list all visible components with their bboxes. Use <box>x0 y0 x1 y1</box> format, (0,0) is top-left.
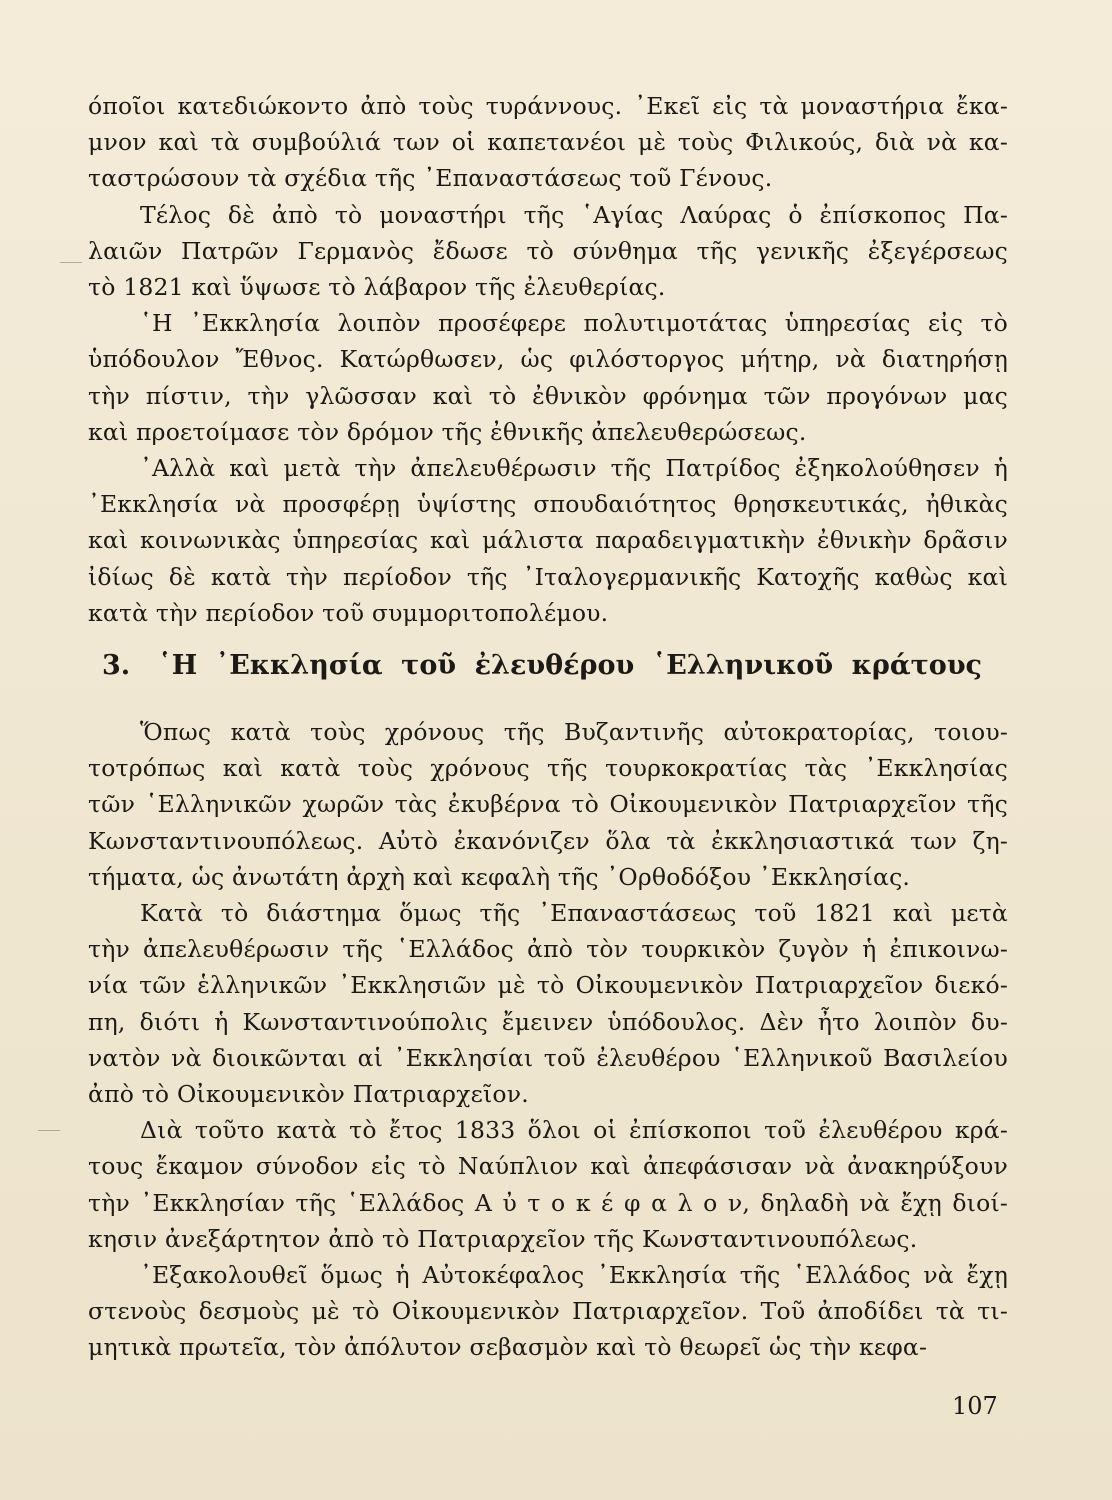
section-heading <box>102 650 982 681</box>
text-line: τοτρόπως καὶ κατὰ τοὺς χρόνους τῆς τουρκοκρατίας τὰς ᾿Εκκλησίας <box>88 754 1008 783</box>
text-line: ἰδίως δὲ κατὰ τὴν περίοδον τῆς ᾿Ιταλογερμανικῆς Κατοχῆς καθὼς καὶ <box>88 562 1008 591</box>
margin-mark <box>60 262 82 263</box>
margin-mark <box>38 1130 60 1131</box>
text-line: όποῖοι κατεδιώκοντο ἀπὸ τοὺς τυράννους. ᾿Εκεῖ εἰς τὰ μοναστήρια ἔκα- <box>88 92 1008 120</box>
paragraph <box>88 1257 1008 1366</box>
text-line: λαιῶν Πατρῶν Γερμανὸς ἔδωσε τὸ σύνθημα τῆς γενικῆς ἐξεγέρσεως <box>88 236 1008 265</box>
text-line: πη, διότι ἡ Κωνσταντινούπολις ἔμεινεν ὑπόδουλος. Δὲν ἦτο λοιπὸν δυ- <box>88 1007 1008 1036</box>
text-line: στενοὺς δεσμοὺς μὲ τὸ Οἰκουμενικὸν Πατριαρχεῖον. Τοῦ ἀποδίδει τὰ τι- <box>88 1297 1008 1326</box>
text-line: ἀπὸ τὸ Οἰκουμενικὸν Πατριαρχεῖον. <box>88 1080 529 1109</box>
text-line: τὴν ᾿Εκκλησίαν τῆς ῾Ελλάδος Α ὐ τ ο κ έ φ α λ ο ν, δηλαδὴ νὰ ἔχῃ διοί- <box>88 1188 1008 1217</box>
page-number: 107 <box>952 1392 998 1420</box>
section-title: ῾Η ᾿Εκκλησία τοῦ ἐλευθέρου ῾Ελληνικοῦ κράτους <box>158 650 982 681</box>
text-line: Κατὰ τὸ διάστημα ὅμως τῆς ᾿Επαναστάσεως τοῦ 1821 καὶ μετὰ <box>140 899 1008 928</box>
text-line: νατὸν νὰ διοικῶνται αἱ ᾿Εκκλησίαι τοῦ ἐλευθέρου ῾Ελληνικοῦ Βασιλείου <box>88 1043 1008 1072</box>
text-line: τους ἔκαμον σύνοδον εἰς τὸ Ναύπλιον καὶ ἀπεφάσισαν νὰ ἀνακηρύξουν <box>88 1152 1008 1181</box>
text-line: καὶ προετοίμασε τὸν δρόμον τῆς ἐθνικῆς ἀπελευθερώσεως. <box>88 417 807 446</box>
text-line: καὶ κοινωνικὰς ὑπηρεσίας καὶ μάλιστα παραδειγματικὴν ἐθνικὴν δρᾶσιν <box>88 526 1008 555</box>
paragraph <box>88 450 1008 631</box>
text-line: ᾿Αλλὰ καὶ μετὰ τὴν ἀπελευθέρωσιν τῆς Πατρίδος ἐξηκολούθησεν ἡ <box>140 454 1008 483</box>
paragraph <box>88 305 1008 450</box>
text-line: ὑπόδουλον Ἔθνος. Κατώρθωσεν, ὡς φιλόστοργος μήτηρ, νὰ διατηρήσῃ <box>88 345 1008 374</box>
text-line: μητικὰ πρωτεῖα, τὸν ἀπόλυτον σεβασμὸν καὶ τὸ θεωρεῖ ὡς τὴν κεφα- <box>88 1333 928 1362</box>
text-line: τὴν πίστιν, τὴν γλῶσσαν καὶ τὸ ἐθνικὸν φρόνημα τῶν προγόνων μας <box>88 381 1008 410</box>
text-line: ᾿Εξακολουθεῖ ὅμως ἡ Αὐτοκέφαλος ᾿Εκκλησία τῆς ῾Ελλάδος νὰ ἔχῃ <box>140 1261 1008 1290</box>
text-line: τῶν ῾Ελληνικῶν χωρῶν τὰς ἐκυβέρνα τὸ Οἰκουμενικὸν Πατριαρχεῖον τῆς <box>88 790 1008 819</box>
paragraph <box>88 714 1008 895</box>
section-number: 3. <box>102 650 131 681</box>
text-line: ᾿Εκκλησία νὰ προσφέρῃ ὑψίστης σπουδαιότητος θρησκευτικάς, ἠθικὰς <box>88 490 1008 519</box>
text-line: τὸ 1821 καὶ ὕψωσε τὸ λάβαρον τῆς ἐλευθερίας. <box>88 273 666 302</box>
text-line: Ὅπως κατὰ τοὺς χρόνους τῆς Βυζαντινῆς αὐτοκρατορίας, τοιου- <box>140 718 1008 746</box>
text-line: Διὰ τοῦτο κατὰ τὸ ἔτος 1833 ὅλοι οἱ ἐπίσκοποι τοῦ ἐλευθέρου κρά- <box>140 1116 1008 1145</box>
text-line: τὴν ἀπελευθέρωσιν τῆς ῾Ελλάδος ἀπὸ τὸν τουρκικὸν ζυγὸν ἡ ἐπικοινω- <box>88 935 1008 964</box>
text-line: ταστρώσουν τὰ σχέδια τῆς ᾿Επαναστάσεως τοῦ Γένους. <box>88 164 773 193</box>
text-line: κησιν ἀνεξάρτητον ἀπὸ τὸ Πατριαρχεῖον τῆς Κωνσταντινουπόλεως. <box>88 1224 918 1253</box>
text-line: μνον καὶ τὰ συμβούλιά των οἱ καπετανέοι μὲ τοὺς Φιλικούς, διὰ νὰ κα- <box>88 128 1008 157</box>
paragraph <box>88 1112 1008 1257</box>
text-line: κατὰ τὴν περίοδον τοῦ συμμοριτοπολέμου. <box>88 598 609 627</box>
paragraph <box>88 895 1008 1112</box>
text-line: νία τῶν ἑλληνικῶν ᾿Εκκλησιῶν μὲ τὸ Οἰκουμενικὸν Πατριαρχεῖον διεκό- <box>88 971 1008 1000</box>
text-line: Τέλος δὲ ἀπὸ τὸ μοναστήρι τῆς ῾Αγίας Λαύρας ὁ ἐπίσκοπος Πα- <box>140 200 1008 229</box>
body-text-bottom <box>88 714 1008 1366</box>
text-line: ῾Η ᾿Εκκλησία λοιπὸν προσέφερε πολυτιμοτάτας ὑπηρεσίας εἰς τὸ <box>140 309 1008 338</box>
paragraph <box>88 197 1008 306</box>
text-line: Κωνσταντινουπόλεως. Αὐτὸ ἐκανόνιζεν ὅλα τὰ ἐκκλησιαστικά των ζη- <box>88 826 1008 855</box>
body-text-top <box>88 88 1008 631</box>
text-line: τήματα, ὡς ἀνωτάτη ἀρχὴ καὶ κεφαλὴ τῆς ᾿Ορθοδόξου ᾿Εκκλησίας. <box>88 862 911 891</box>
paragraph <box>88 88 1008 197</box>
